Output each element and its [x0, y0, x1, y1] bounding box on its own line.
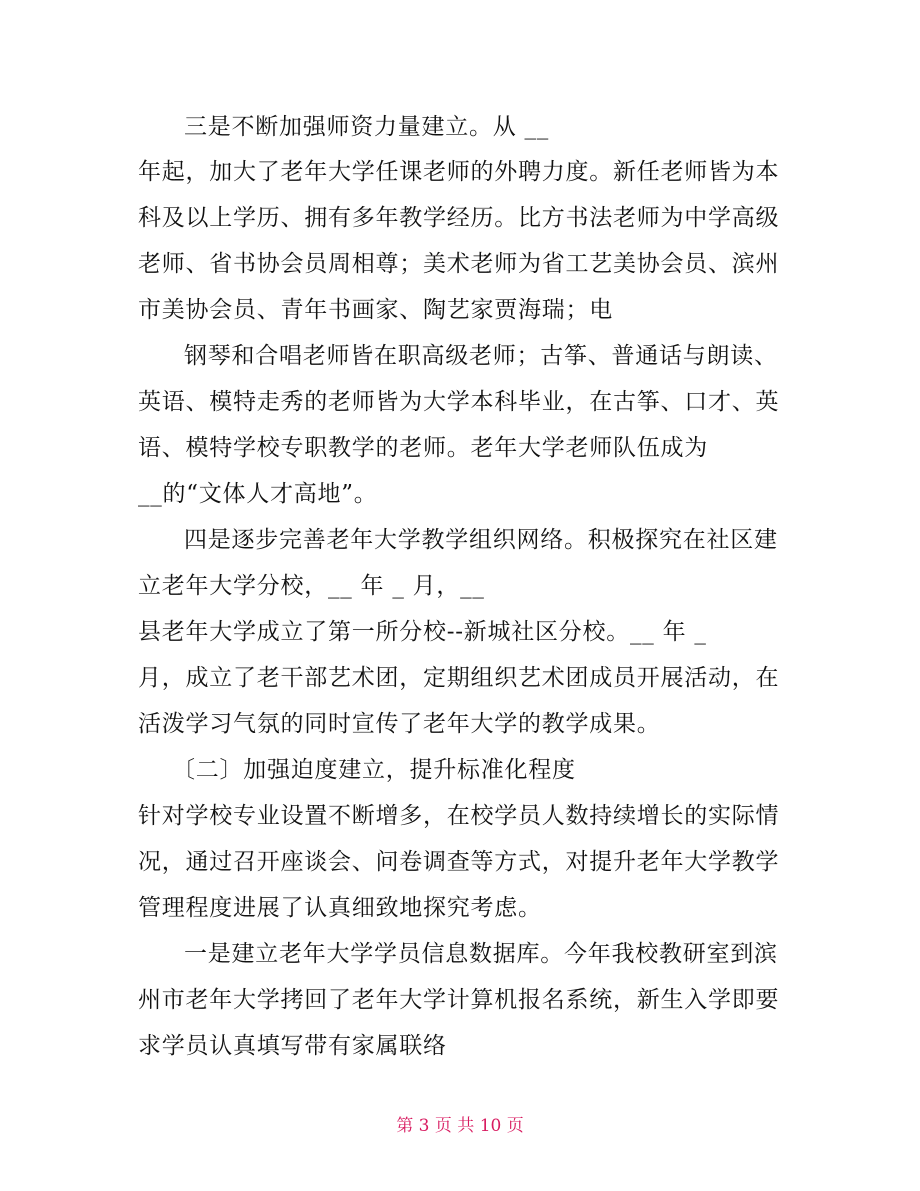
text-line: 立老年大学分校，__ 年 _ 月，__ [138, 573, 485, 599]
text-line: 况，通过召开座谈会、问卷调查等方式，对提升老年大学教学 [138, 849, 780, 875]
text-line: 年起，加大了老年大学任课老师的外聘力度。新任老师皆为本 [138, 159, 780, 185]
text-line: 老师、省书协会员周相尊；美术老师为省工艺美协会员、滨州 [138, 251, 780, 277]
text-line: 州市老年大学拷回了老年大学计算机报名系统，新生入学即要 [138, 987, 780, 1013]
text-line: 钢琴和合唱老师皆在职高级老师；古筝、普通话与朗读、 [184, 343, 778, 369]
page-number-footer: 第 3 页 共 10 页 [396, 1116, 524, 1136]
text-line: 管理程度进展了认真细致地探究考虑。 [138, 895, 542, 921]
text-line: 针对学校专业设置不断增多，在校学员人数持续增长的实际情 [138, 803, 780, 829]
text-line: 求学员认真填写带有家属联络 [138, 1033, 447, 1059]
text-line: 一是建立老年大学学员信息数据库。今年我校教研室到滨 [184, 941, 778, 967]
text-line: 县老年大学成立了第一所分校--新城社区分校。__ 年 _ [138, 619, 707, 645]
text-line: 科及以上学历、拥有多年教学经历。比方书法老师为中学高级 [138, 205, 780, 231]
text-line: 英语、模特走秀的老师皆为大学本科毕业，在古筝、口才、英 [138, 389, 780, 415]
text-line: 活泼学习气氛的同时宣传了老年大学的教学成果。 [138, 711, 661, 737]
text-line: 月，成立了老干部艺术团，定期组织艺术团成员开展活动，在 [138, 665, 780, 691]
text-line: 三是不断加强师资力量建立。从 __ [184, 114, 550, 140]
text-line: 市美协会员、青年书画家、陶艺家贾海瑞；电 [138, 297, 613, 323]
section-heading: 〔二〕加强迫度建立，提升标准化程度 [172, 757, 576, 783]
text-line: __的“文体人才高地”。 [138, 481, 378, 507]
text-line: 四是逐步完善老年大学教学组织网络。积极探究在社区建 [184, 527, 778, 553]
text-line: 语、模特学校专职教学的老师。老年大学老师队伍成为 [138, 435, 708, 461]
